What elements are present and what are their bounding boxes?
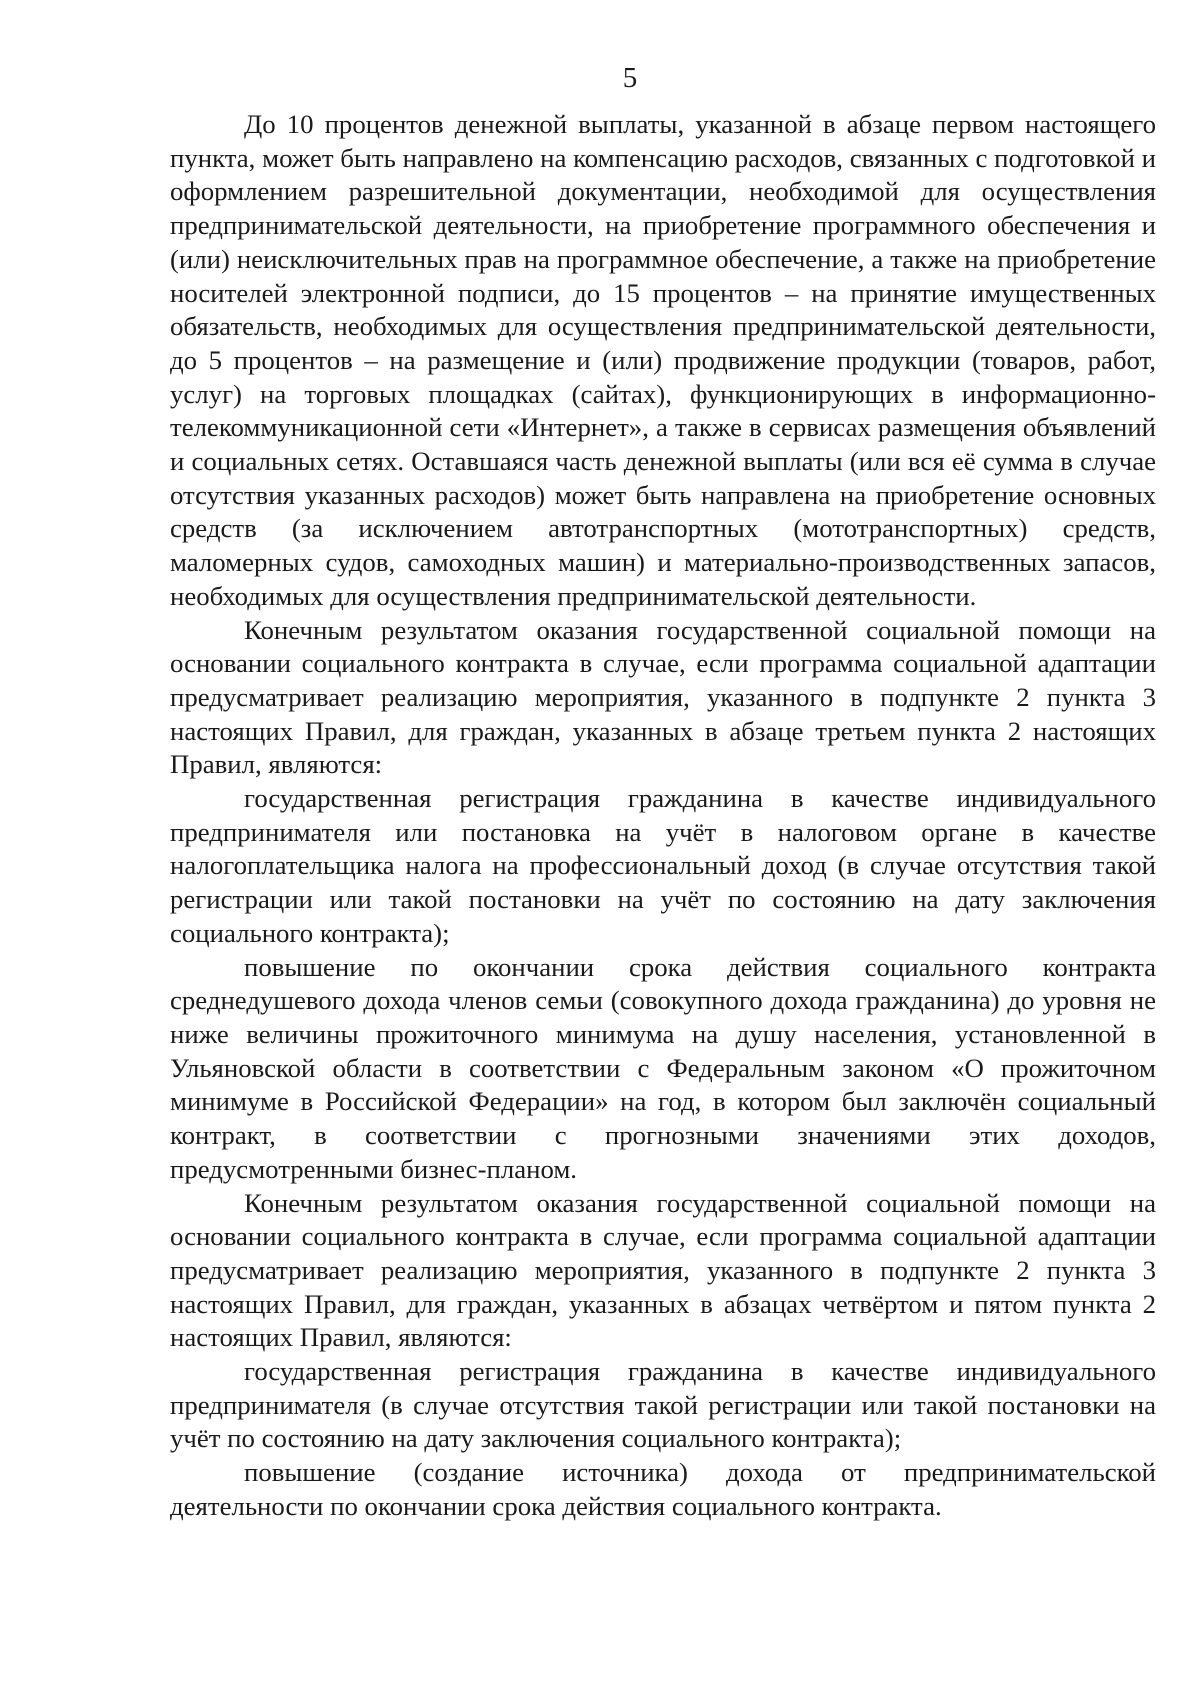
paragraph-state-registration-tax: государственная регистрация гражданина в качестве индивидуального предпринимателя или постановка на учёт в налоговом органе в качестве налогоплательщика налога на профессиональный доход (в случае отсутствия такой регистрации или такой постановки на учёт по состоянию на дату заключения социального контракта); xyxy=(170,783,1156,948)
paragraph-final-result-third-abzac: Конечным результатом оказания государственной социальной помощи на основании социального контракта в случае, если программа социальной адаптации предусматривает реализацию мероприятия, указанного в подпункте 2 пункта 3 настоящих Правил, для граждан, указанных в абзаце третьем пункта 2 настоящих Правил, являются: xyxy=(170,614,1156,780)
page-number: 5 xyxy=(622,62,638,94)
paragraph-income-increase: повышение по окончании срока действия социального контракта среднедушевого дохода членов семьи (совокупного дохода гражданина) до уровня не ниже величины прожиточного минимума на душу населения, установленной в Ульяновской области в соответствии с Федеральным законом «О прожиточном минимуме в Российской Федерации» на год, в котором был заключён социальный контракт, в соответствии с прогнозными значениями этих доходов, предусмотренными бизнес-планом. xyxy=(170,951,1156,1184)
document-body xyxy=(170,108,1156,1524)
paragraph-income-source: повышение (создание источника) дохода от предпринимательской деятельности по окончании срока действия социального контракта. xyxy=(170,1457,1156,1521)
paragraph-final-result-fourth-fifth-abzac: Конечным результатом оказания государственной социальной помощи на основании социального контракта в случае, если программа социальной адаптации предусматривает реализацию мероприятия, указанного в подпункте 2 пункта 3 настоящих Правил, для граждан, указанных в абзацах четвёртом и пятом пункта 2 настоящих Правил, являются: xyxy=(170,1187,1156,1353)
paragraph-state-registration-ip: государственная регистрация гражданина в качестве индивидуального предпринимателя (в случае отсутствия такой регистрации или такой постановки на учёт по состоянию на дату заключения социального контракта); xyxy=(170,1356,1156,1454)
paragraph-monetary-payment: До 10 процентов денежной выплаты, указанной в абзаце первом настоящего пункта, может быть направлено на компенсацию расходов, связанных с подготовкой и оформлением разрешительной документации, необходимой для осуществления предпринимательской деятельности, на приобретение программного обеспечения и (или) неисключительных прав на программное обеспечение, а также на приобретение носителей электронной подписи, до 15 процентов – на принятие имущественных обязательств, необходимых для осуществления предпринимательской деятельности, до 5 процентов – на размещение и (или) продвижение продукции (товаров, работ, услуг) на торговых площадках (сайтах), функционирующих в информационно-телекоммуникационной сети «Интернет», а также в сервисах размещения объявлений и социальных сетях. Оставшаяся часть денежной выплаты (или вся её сумма в случае отсутствия указанных расходов) может быть направлена на приобретение основных средств (за исключением автотранспортных (мототранспортных) средств, маломерных судов, самоходных машин) и материально-производственных запасов, необходимых для осуществления предпринимательской деятельности. xyxy=(170,109,1156,611)
